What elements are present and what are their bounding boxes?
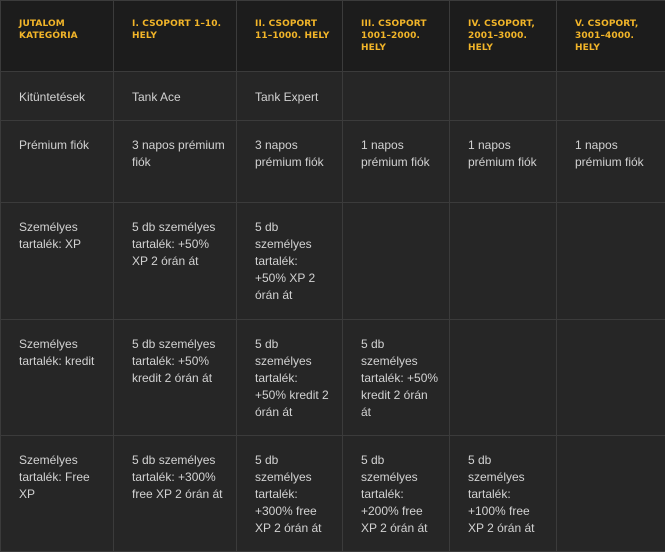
table-cell: 5 db személyes tartalék: +300% free XP 2 órán át	[114, 436, 237, 552]
row-label: Prémium fiók	[1, 121, 114, 203]
table-cell	[557, 203, 665, 320]
row-label: Kitüntetések	[1, 72, 114, 121]
table-row-xp	[1, 203, 665, 320]
row-label: Személyes tartalék: XP	[1, 203, 114, 320]
table-cell	[557, 320, 665, 436]
header-group-4: IV. CSOPORT, 2001–3000. HELY	[450, 1, 557, 72]
table-cell: 5 db személyes tartalék: +50% XP 2 órán át	[237, 203, 343, 320]
table-cell	[557, 436, 665, 552]
table-cell: 5 db személyes tartalék: +200% free XP 2 órán át	[343, 436, 450, 552]
table-cell: 5 db személyes tartalék: +50% kredit 2 órán át	[114, 320, 237, 436]
table-cell: Tank Expert	[237, 72, 343, 121]
table-cell: 1 napos prémium fiók	[343, 121, 450, 203]
header-group-1: I. CSOPORT 1–10. HELY	[114, 1, 237, 72]
table-cell	[343, 72, 450, 121]
header-group-3: III. CSOPORT 1001–2000. HELY	[343, 1, 450, 72]
header-group-5: V. CSOPORT, 3001–4000. HELY	[557, 1, 665, 72]
row-label: Személyes tartalék: kredit	[1, 320, 114, 436]
table-cell: 5 db személyes tartalék: +100% free XP 2 órán át	[450, 436, 557, 552]
table-row-free-xp	[1, 436, 665, 552]
table-cell: 1 napos prémium fiók	[557, 121, 665, 203]
table-row-premium	[1, 121, 665, 203]
table-cell: 5 db személyes tartalék: +300% free XP 2 órán át	[237, 436, 343, 552]
table-row-credit	[1, 320, 665, 436]
table-cell: 1 napos prémium fiók	[450, 121, 557, 203]
table-row-awards	[1, 72, 665, 121]
row-label: Személyes tartalék: Free XP	[1, 436, 114, 552]
table-cell: 5 db személyes tartalék: +50% kredit 2 órán át	[237, 320, 343, 436]
table-cell	[450, 203, 557, 320]
header-group-2: II. CSOPORT 11–1000. HELY	[237, 1, 343, 72]
table-cell: 3 napos prémium fiók	[114, 121, 237, 203]
table-cell: Tank Ace	[114, 72, 237, 121]
header-row	[1, 1, 665, 72]
table-cell	[450, 320, 557, 436]
table-cell: 3 napos prémium fiók	[237, 121, 343, 203]
header-reward-category: JUTALOM KATEGÓRIA	[1, 1, 114, 72]
table-cell	[450, 72, 557, 121]
table-cell	[557, 72, 665, 121]
table-cell: 5 db személyes tartalék: +50% kredit 2 órán át	[343, 320, 450, 436]
table-cell: 5 db személyes tartalék: +50% XP 2 órán át	[114, 203, 237, 320]
table-cell	[343, 203, 450, 320]
